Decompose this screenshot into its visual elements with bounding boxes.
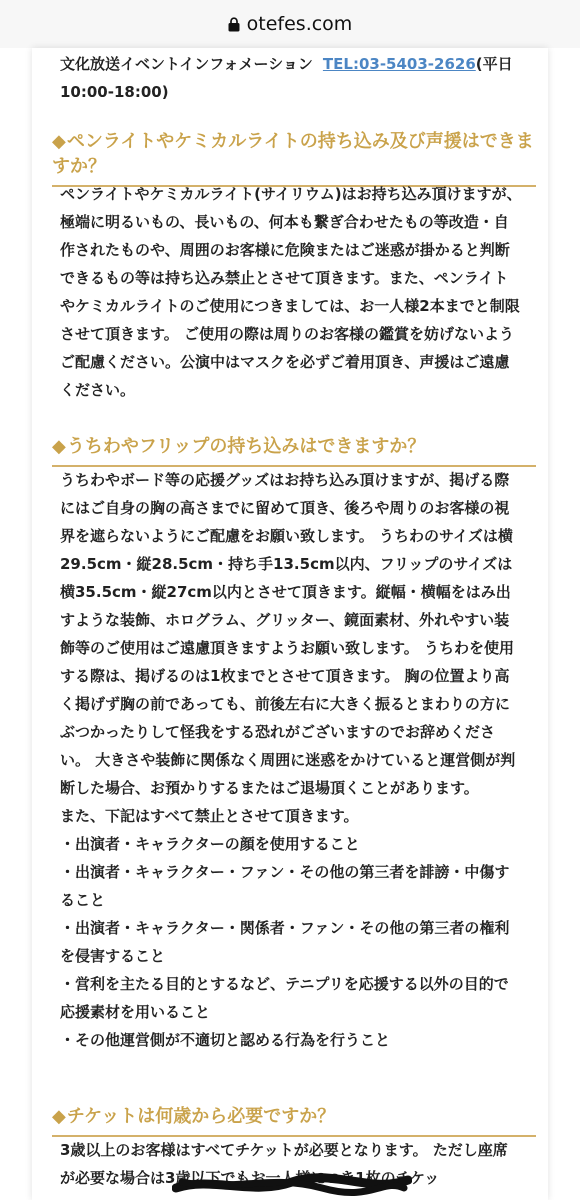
faq-question-text: ペンライトやケミカルライトの持ち込み及び声援はできますか？ <box>52 131 534 177</box>
faq-answer-paragraph: また、下記はすべて禁止とさせて頂きます。 <box>60 807 359 825</box>
faq-answer-paragraph: 3歳以上のお客様はすべてチケットが必要となります。 ただし座席が必要な場合は3歳以下でもお一人様につき1枚のチケッ <box>60 1141 508 1187</box>
list-item: ・営利を主たる目的とするなど、テニプリを応援する以外の目的で応援素材を用いること <box>60 975 509 1021</box>
diamond-bullet-icon: ◆ <box>52 436 66 457</box>
browser-address-bar[interactable] <box>0 0 580 48</box>
prohibited-list <box>60 830 522 1054</box>
faq-answer-paragraph: うちわやボード等の応援グッズはお持ち込み頂けますが、掲げる際にはご自身の胸の高さまでに留めて頂き、後ろや周りのお客様の視界を遮らないようにご配慮をお願い致します。 うちわのサイズは横29.5cm・縦28.5cm・持ち手13.5cm以内、フリップのサイズは横35.5cm・縦27cm以内とさせて頂きます。縦幅・横幅をはみ出すような装飾、ホログラム、グリッター、鏡面素材、外れやすい装飾等のご使用はご遠慮頂きますようお願い致します。 うちわを使用する際は、掲げるのは1枚までとさせて頂きます。 胸の位置より高く掲げず胸の前であっても、前後左右に大きく振るとまわりの方にぶつかったりして怪我をする恐れがございますのでお辞めください。 大きさや装飾に関係なく周囲に迷惑をかけていると運営側が判断した場合、お預かりするまたはご退場頂くことがあります。 <box>60 471 516 797</box>
tel-link[interactable]: TEL:03-5403-2626 <box>322 55 476 73</box>
contact-org: 文化放送イベントインフォメーション <box>60 55 313 73</box>
list-item: ・出演者・キャラクター・関係者・ファン・その他の第三者の権利を侵害すること <box>60 919 510 965</box>
faq-question-penlight <box>52 129 536 187</box>
list-item: ・その他運営側が不適切と認める行為を行うこと <box>60 1031 391 1049</box>
faq-answer-uchiwa <box>60 466 522 1054</box>
contact-info <box>60 50 525 106</box>
diamond-bullet-icon: ◆ <box>52 131 66 152</box>
faq-question-text: チケットは何歳から必要ですか？ <box>66 1106 336 1127</box>
faq-answer-ticket-age <box>60 1136 522 1192</box>
list-item: ・出演者・キャラクターの顔を使用すること <box>60 835 360 853</box>
contact-hours: (平日10:00-18:00) <box>60 55 513 101</box>
faq-question-ticket-age <box>52 1104 536 1137</box>
faq-answer-paragraph: ペンライトやケミカルライト(サイリウム)はお持ち込み頂けますが、極端に明るいもの、長いもの、何本も繋ぎ合わせたもの等改造・自作されたものや、周囲のお客様に危険またはご迷惑が掛かると判断できるもの等は持ち込み禁止とさせて頂きます。また、ペンライトやケミカルライトのご使用につきましては、お一人様2本までと制限させて頂きます。 ご使用の際は周りのお客様の鑑賞を妨げないようご配慮ください。公演中はマスクを必ずご着用頂き、声援はご遠慮ください。 <box>60 185 522 399</box>
diamond-bullet-icon: ◆ <box>52 1106 66 1127</box>
faq-question-uchiwa <box>52 434 536 467</box>
faq-question-text: うちわやフリップの持ち込みはできますか？ <box>66 436 426 457</box>
lock-icon <box>228 17 240 32</box>
faq-answer-penlight <box>60 180 522 404</box>
list-item: ・出演者・キャラクター・ファン・その他の第三者を誹謗・中傷すること <box>60 863 510 909</box>
browser-domain: otefes.com <box>246 13 353 35</box>
